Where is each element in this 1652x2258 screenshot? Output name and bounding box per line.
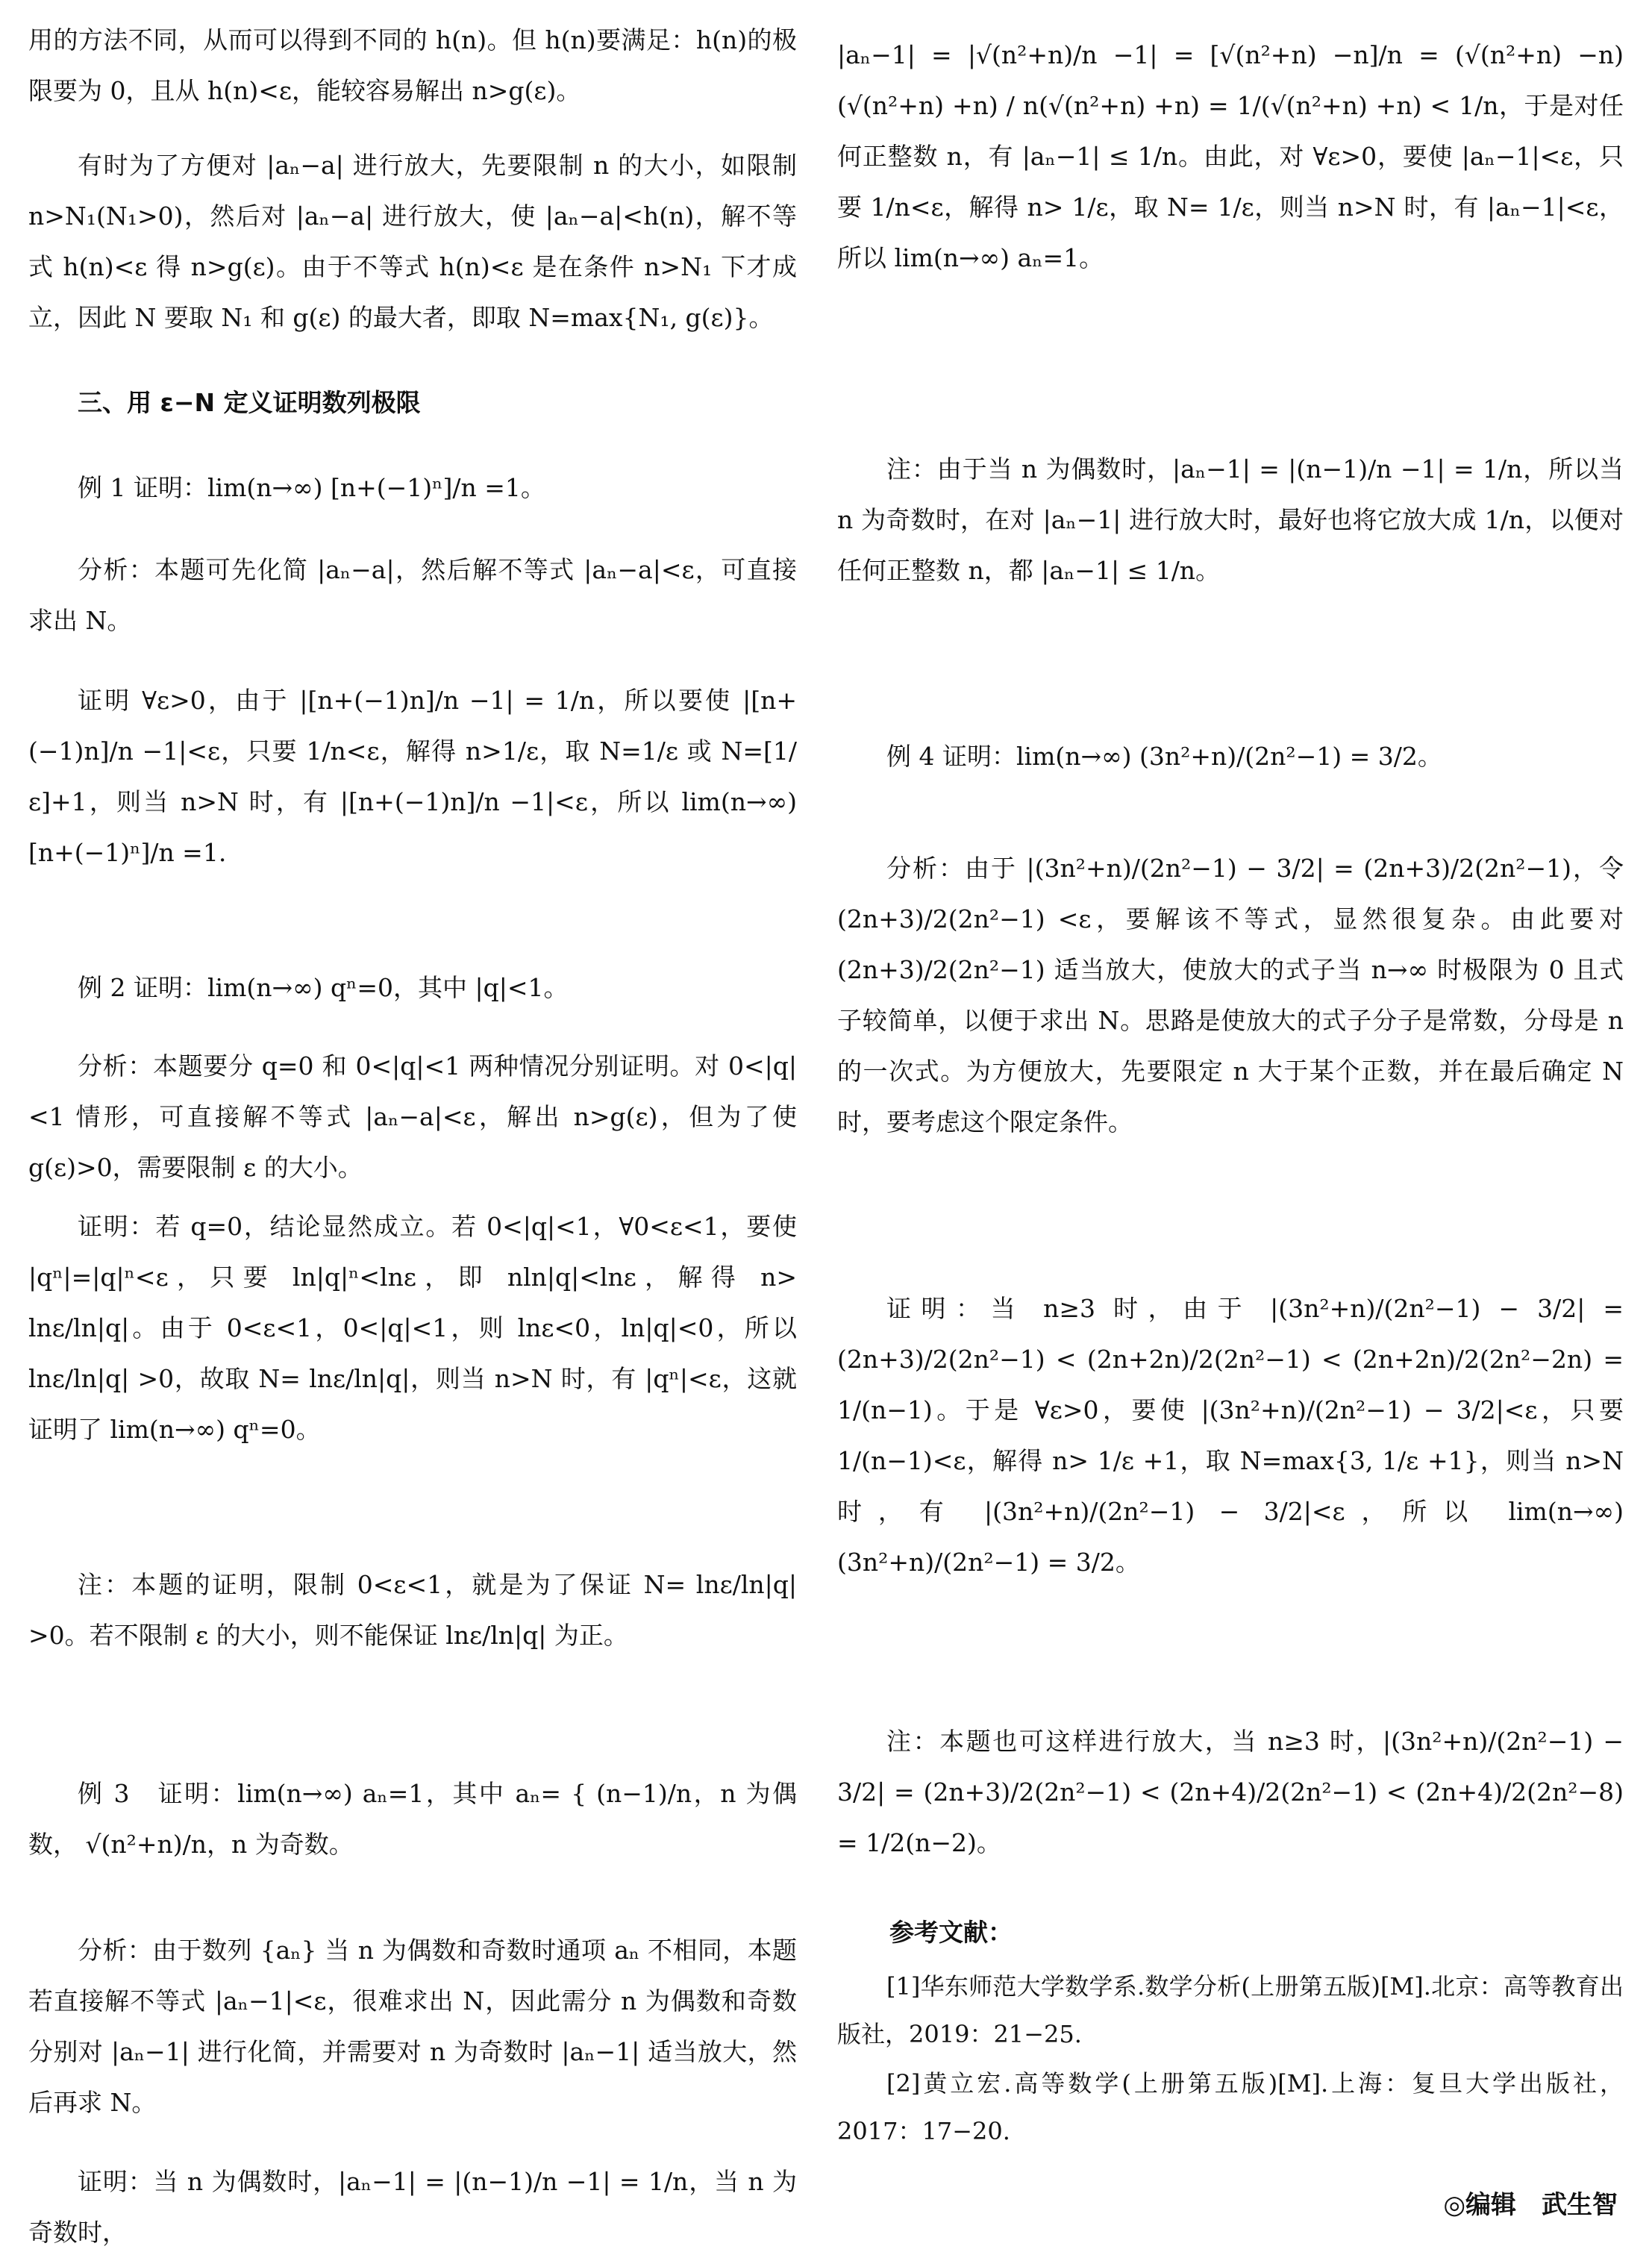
editor-credit: ◎编辑 武生智 (1443, 2190, 1618, 2220)
paragraph-hn-conditions: 用的方法不同，从而可以得到不同的 h(n)。但 h(n)要满足：h(n)的极限要为 0，且从 h(n)<ε，能较容易解出 n>g(ε)。 (28, 25, 797, 105)
example-3-proof-continued: |aₙ−1| = |√(n²+n)/n −1| = [√(n²+n) −n]/n = (√(n²+n) −n)(√(n²+n) +n) / n(√(n²+n) +n) = 1/(√(n²+n) +n) < 1/n，于是对任何正整数 n，有 |aₙ−1| ≤ 1/n。由此，对 ∀ε>0，要使 |aₙ−1|<ε，只要 1/n<ε，解得 n> 1/ε，取 N= 1/ε，则当 n>N 时，有 |aₙ−1|<ε，所以 lim(n→∞) aₙ=1。 (837, 40, 1624, 272)
example-2-statement: 例 2 证明：lim(n→∞) qⁿ=0，其中 |q|<1。 (78, 973, 569, 1002)
example-3-proof-start: 证明：当 n 为偶数时，|aₙ−1| = |(n−1)/n −1| = 1/n，当 n 为奇数时， (28, 2167, 797, 2247)
references-heading: 参考文献： (889, 1918, 1013, 1947)
reference-2: [2]黄立宏.高等数学(上册第五版)[M].上海：复旦大学出版社，2017：17−20. (837, 2069, 1624, 2145)
example-4-analysis: 分析：由于 |(3n²+n)/(2n²−1) − 3/2| = (2n+3)/2(2n²−1)，令 (2n+3)/2(2n²−1) <ε，要解该不等式，显然很复杂。由此要对 (2n+3)/2(2n²−1) 适当放大，使放大的式子当 n→∞ 时极限为 0 且式子较简单，以便于求出 N。思路是使放大的式子分子是常数，分母是 n 的一次式。为方便放大，先要限定 n 大于某个正数，并在最后确定 N 时，要考虑这个限定条件。 (837, 854, 1632, 1136)
example-4-note: 注：本题也可这样进行放大，当 n≥3 时，|(3n²+n)/(2n²−1) − 3/2| = (2n+3)/2(2n²−1) < (2n+4)/2(2n²−1) < (2n+4)/2(2n²−8) = 1/2(n−2)。 (837, 1727, 1632, 1857)
example-3-statement: 例 3 证明：lim(n→∞) aₙ=1，其中 aₙ= { (n−1)/n，n 为偶数， √(n²+n)/n，n 为奇数。 (28, 1779, 797, 1859)
section-heading-3: 三、用 ε−N 定义证明数列极限 (78, 388, 421, 417)
example-2-analysis: 分析：本题要分 q=0 和 0<|q|<1 两种情况分别证明。对 0<|q|<1 情形，可直接解不等式 |aₙ−a|<ε，解出 n>g(ε)，但为了使 g(ε)>0，需要限制 ε 的大小。 (28, 1051, 805, 1182)
example-2-note: 注：本题的证明，限制 0<ε<1，就是为了保证 N= lnε/ln|q| >0。若不限制 ε 的大小，则不能保证 lnε/ln|q| 为正。 (28, 1570, 805, 1650)
example-4-proof: 证明：当 n≥3 时，由于 |(3n²+n)/(2n²−1) − 3/2| = (2n+3)/2(2n²−1) < (2n+2n)/2(2n²−1) < (2n+2n)/2(2n²−2n) = 1/(n−1)。于是 ∀ε>0，要使 |(3n²+n)/(2n²−1) − 3/2|<ε，只要 1/(n−1)<ε，解得 n> 1/ε +1，取 N=max{3, 1/ε +1}，则当 n>N 时，有 |(3n²+n)/(2n²−1) − 3/2|<ε，所以 lim(n→∞) (3n²+n)/(2n²−1) = 3/2。 (837, 1294, 1632, 1577)
example-3-analysis: 分析：由于数列 {aₙ} 当 n 为偶数和奇数时通项 aₙ 不相同，本题若直接解不等式 |aₙ−1|<ε，很难求出 N，因此需分 n 为偶数和奇数分别对 |aₙ−1| 进行化简，并需要对 n 为奇数时 |aₙ−1| 适当放大，然后再求 N。 (28, 1936, 797, 2117)
paragraph-restrict-n: 有时为了方便对 |aₙ−a| 进行放大，先要限制 n 的大小，如限制 n>N₁(N₁>0)，然后对 |aₙ−a| 进行放大，使 |aₙ−a|<h(n)，解不等式 h(n)<ε 得 n>g(ε)。由于不等式 h(n)<ε 是在条件 n>N₁ 下才成立，因此 N 要取 N₁ 和 g(ε) 的最大者，即取 N=max{N₁, g(ε)}。 (28, 151, 805, 332)
reference-1: [1]华东师范大学数学系.数学分析(上册第五版)[M].北京：高等教育出版社，2019：21−25. (837, 1972, 1624, 2048)
example-1-statement: 例 1 证明：lim(n→∞) [n+(−1)ⁿ]/n =1。 (78, 473, 545, 502)
example-4-statement: 例 4 证明：lim(n→∞) (3n²+n)/(2n²−1) = 3/2。 (886, 742, 1442, 771)
right-column (837, 0, 1632, 2238)
left-column (28, 0, 805, 2247)
example-2-proof: 证明：若 q=0，结论显然成立。若 0<|q|<1，∀0<ε<1，要使 |qⁿ|=|q|ⁿ<ε，只要 ln|q|ⁿ<lnε，即 nln|q|<lnε，解得 n> lnε/ln|q|。由于 0<ε<1，0<|q|<1，则 lnε<0，ln|q|<0，所以 lnε/ln|q| >0，故取 N= lnε/ln|q|，则当 n>N 时，有 |qⁿ|<ε，这就证明了 lim(n→∞) qⁿ=0。 (28, 1212, 805, 1444)
example-3-note: 注：由于当 n 为偶数时，|aₙ−1| = |(n−1)/n −1| = 1/n，所以当 n 为奇数时，在对 |aₙ−1| 进行放大时，最好也将它放大成 1/n，以便对任何正整数 n，都 |aₙ−1| ≤ 1/n。 (837, 454, 1632, 585)
example-1-analysis: 分析：本题可先化简 |aₙ−a|，然后解不等式 |aₙ−a|<ε，可直接求出 N。 (28, 555, 797, 635)
example-1-proof: 证明 ∀ε>0，由于 |[n+(−1)n]/n −1| = 1/n，所以要使 |[n+(−1)n]/n −1|<ε，只要 1/n<ε，解得 n>1/ε，取 N=1/ε 或 N=[1/ε]+1，则当 n>N 时，有 |[n+(−1)n]/n −1|<ε，所以 lim(n→∞) [n+(−1)ⁿ]/n =1. (28, 686, 805, 867)
